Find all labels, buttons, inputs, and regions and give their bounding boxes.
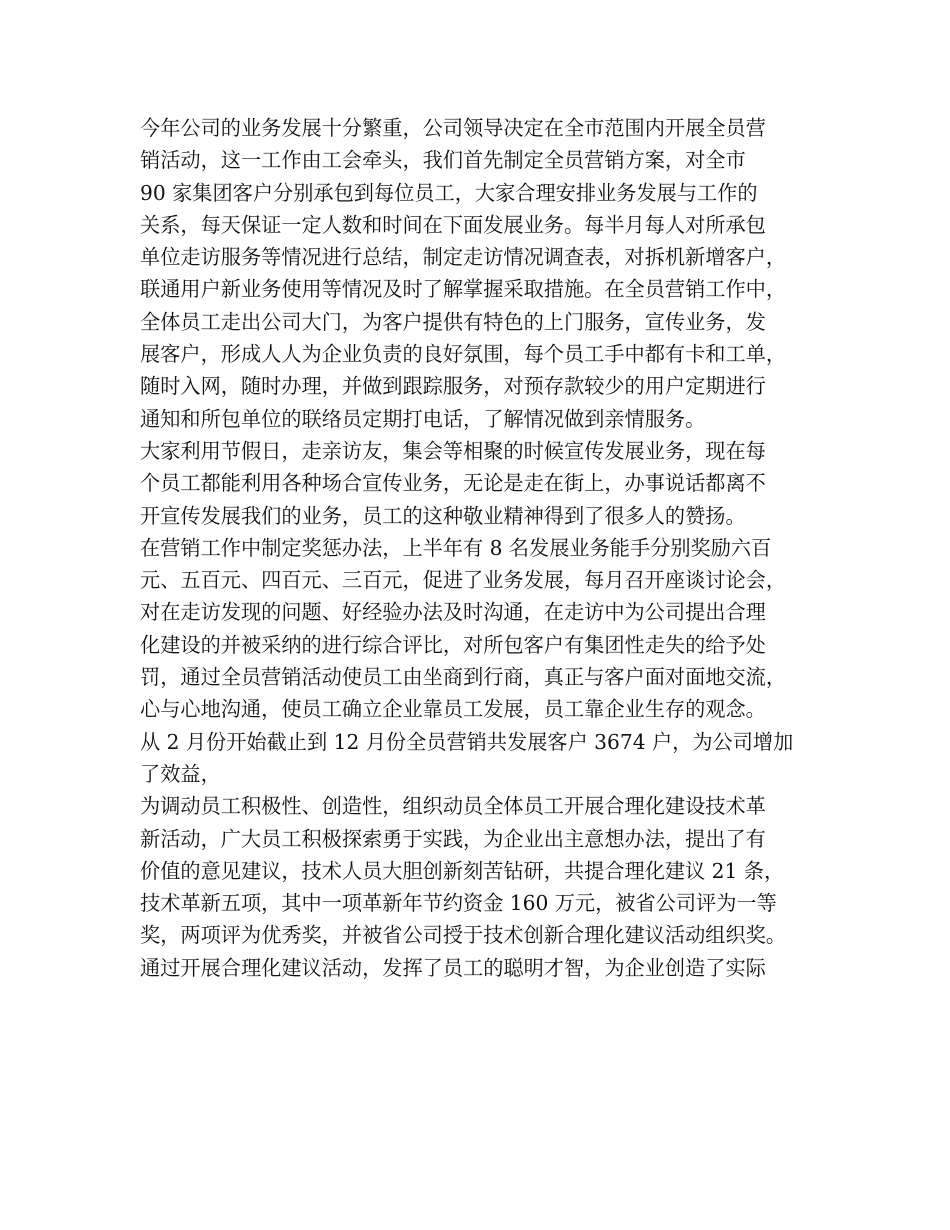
text-line: 为调动员工积极性、创造性，组织动员全体员工开展合理化建设技术革 [140,794,766,819]
text-line: 新活动，广大员工积极探索勇于实践，为企业出主意想办法，提出了有 [140,826,766,851]
text-line: 罚，通过全员营销活动使员工由坐商到行商，真正与客户面对面地交流， [140,665,787,690]
document-body [140,112,830,984]
text-line: 价值的意见建议，技术人员大胆创新刻苦钻研，共提合理化建议 21 条， [140,858,785,883]
text-line: 技术革新五项，其中一项革新年节约资金 160 万元，被省公司评为一等 [140,891,777,916]
text-line: 全体员工走出公司大门，为客户提供有特色的上门服务，宣传业务，发 [140,309,766,334]
text-line: 奖，两项评为优秀奖，并被省公司授于技术创新合理化建议活动组织奖。 [140,923,787,948]
text-line: 对在走访发现的问题、好经验办法及时沟通，在走访中为公司提出合理 [140,600,766,625]
text-line: 心与心地沟通，使员工确立企业靠员工发展，员工靠企业生存的观念。 [140,697,766,722]
text-line: 大家利用节假日，走亲访友，集会等相聚的时候宣传发展业务，现在每 [140,438,766,463]
text-line: 化建设的并被采纳的进行综合评比，对所包客户有集团性走失的给予处 [140,632,766,657]
text-line: 开宣传发展我们的业务，员工的这种敬业精神得到了很多人的赞扬。 [140,503,746,528]
text-line: 个员工都能利用各种场合宣传业务，无论是走在街上，办事说话都离不 [140,471,766,496]
text-line: 在营销工作中制定奖惩办法，上半年有 8 名发展业务能手分别奖励六百 [140,535,772,560]
text-line: 联通用户新业务使用等情况及时了解掌握采取措施。在全员营销工作中， [140,277,787,302]
text-line: 展客户，形成人人为企业负责的良好氛围，每个员工手中都有卡和工单， [140,342,787,367]
text-line: 从 2 月份开始截止到 12 月份全员营销共发展客户 3674 户，为公司增加 [140,729,794,754]
text-line: 通过开展合理化建议活动，发挥了员工的聪明才智，为企业创造了实际 [140,955,766,980]
text-line: 今年公司的业务发展十分繁重，公司领导决定在全市范围内开展全员营 [140,116,766,140]
text-line: 随时入网，随时办理，并做到跟踪服务，对预存款较少的用户定期进行 [140,374,766,399]
text-line: 关系，每天保证一定人数和时间在下面发展业务。每半月每人对所承包 [140,212,766,237]
text-line: 90 家集团客户分别承包到每位员工，大家合理安排业务发展与工作的 [140,180,758,205]
text-line: 单位走访服务等情况进行总结，制定走访情况调查表，对拆机新增客户， [140,245,787,270]
text-line: 销活动，这一工作由工会牵头，我们首先制定全员营销方案，对全市 [140,148,746,173]
text-line: 了效益， [140,761,221,786]
text-line: 通知和所包单位的联络员定期打电话，了解情况做到亲情服务。 [140,406,706,431]
text-line: 元、五百元、四百元、三百元，促进了业务发展，每月召开座谈讨论会， [140,568,787,593]
